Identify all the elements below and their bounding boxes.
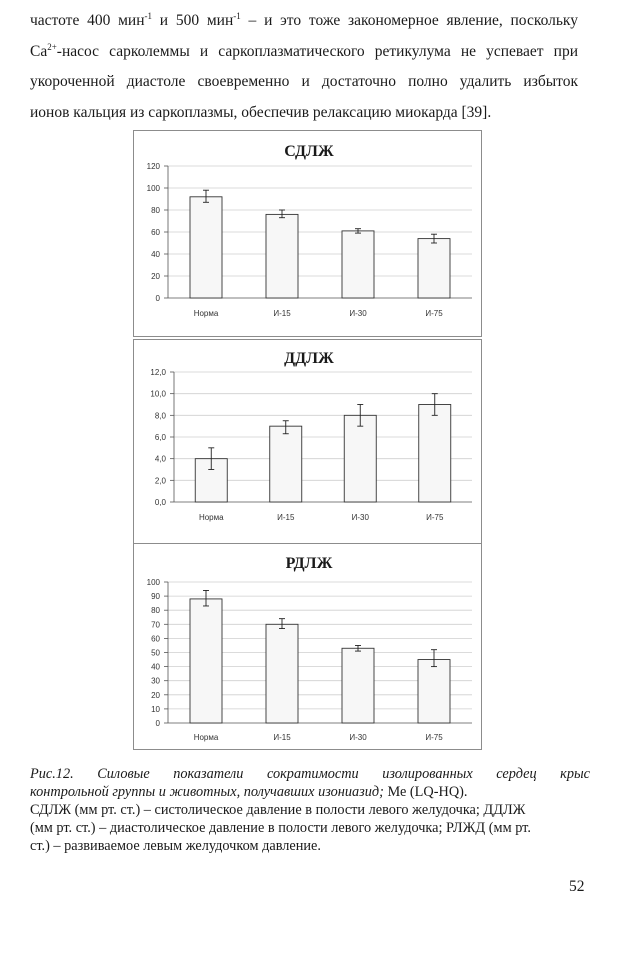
y-tick-label: 100 xyxy=(146,578,160,587)
caption-line-3: СДЛЖ (мм рт. ст.) – систолическое давление в полости левого желудочка; ДДЛЖ xyxy=(30,802,526,818)
caption-line-4: (мм рт. ст.) – диастолическое давление в полости левого желудочка; РЛЖД (мм рт. xyxy=(30,820,531,836)
page-number: 52 xyxy=(569,878,585,895)
x-tick-label: Норма xyxy=(193,733,219,742)
y-tick-label: 30 xyxy=(151,676,160,686)
x-tick-label: И-75 xyxy=(425,733,443,742)
y-tick-label: 4,0 xyxy=(154,454,166,464)
y-tick-label: 10 xyxy=(151,704,160,714)
figure-caption xyxy=(30,765,590,855)
caption-line-1: Рис.12. Силовые показатели сократимости изолированных сердец крыс xyxy=(30,766,590,782)
bar-ddlzh-2 xyxy=(270,426,302,502)
bar-sdlzh-1 xyxy=(190,197,222,298)
y-tick-label: 60 xyxy=(151,634,160,644)
y-tick-label: 8,0 xyxy=(154,411,166,421)
y-tick-label: 20 xyxy=(151,272,160,281)
y-tick-label: 120 xyxy=(146,162,160,171)
caption-line-2: контрольной группы и животных, получавших изониазид; Ме (LQ-HQ). xyxy=(30,784,468,800)
chart-sdlzh xyxy=(133,130,482,337)
x-tick-label: И-30 xyxy=(349,309,367,318)
bar-ddlzh-3 xyxy=(344,415,376,502)
paragraph-line-1: частоте 400 мин$^{-1}$ и 500 мин$^{-1}$ – и это тоже закономерное явление, поскольку xyxy=(30,10,578,29)
chart-rdlzh-plot xyxy=(134,544,481,749)
y-tick-label: 100 xyxy=(146,184,160,193)
y-tick-label: 2,0 xyxy=(154,476,166,486)
bar-rdlzh-1 xyxy=(190,599,222,723)
x-tick-label: И-30 xyxy=(349,733,367,742)
y-tick-label: 20 xyxy=(151,690,160,700)
x-tick-label: И-75 xyxy=(425,309,443,318)
y-tick-label: 0 xyxy=(155,294,160,303)
x-tick-label: И-30 xyxy=(351,513,369,522)
y-tick-label: 50 xyxy=(151,648,160,658)
y-tick-label: 40 xyxy=(151,250,160,259)
body-paragraph xyxy=(30,6,578,128)
bar-sdlzh-4 xyxy=(418,239,450,298)
y-tick-label: 0,0 xyxy=(154,498,166,507)
x-tick-label: Норма xyxy=(193,309,219,318)
y-tick-label: 0 xyxy=(155,719,160,728)
bar-rdlzh-2 xyxy=(266,624,298,723)
chart-rdlzh xyxy=(133,543,482,750)
chart-title-sdlzh: СДЛЖ xyxy=(284,143,334,160)
y-tick-label: 12,0 xyxy=(150,368,166,377)
caption-line-5: ст.) – развиваемое левым желудочком давление. xyxy=(30,838,321,854)
x-tick-label: Норма xyxy=(198,513,224,522)
x-tick-label: И-15 xyxy=(277,513,295,522)
y-tick-label: 90 xyxy=(151,592,160,602)
bar-sdlzh-3 xyxy=(342,231,374,298)
bar-rdlzh-4 xyxy=(418,660,450,723)
y-tick-label: 40 xyxy=(151,662,160,672)
x-tick-label: И-15 xyxy=(273,309,291,318)
paragraph-line-2: $Ca^{2+}$-насос сарколеммы и саркоплазматического ретикулума не успевает при xyxy=(30,41,578,60)
x-tick-label: И-75 xyxy=(426,513,444,522)
y-tick-label: 60 xyxy=(151,228,160,237)
chart-title-ddlzh: ДДЛЖ xyxy=(284,350,334,367)
paragraph-line-4: ионов кальция из саркоплазмы, обеспечив релаксацию миокарда [39]. xyxy=(30,103,492,121)
y-tick-label: 10,0 xyxy=(150,389,166,399)
chart-sdlzh-plot xyxy=(134,131,481,336)
bar-ddlzh-4 xyxy=(419,405,451,503)
chart-ddlzh xyxy=(133,339,482,546)
y-tick-label: 70 xyxy=(151,620,160,630)
x-tick-label: И-15 xyxy=(273,733,291,742)
y-tick-label: 6,0 xyxy=(154,433,166,442)
chart-ddlzh-plot xyxy=(134,340,481,545)
paragraph-line-3: укороченной диастоле своевременно и достаточно полно удалить избыток xyxy=(30,73,578,90)
y-tick-label: 80 xyxy=(151,606,160,616)
bar-sdlzh-2 xyxy=(266,214,298,298)
figure-label: Рис.12. xyxy=(30,766,74,782)
y-tick-label: 80 xyxy=(151,206,160,215)
chart-title-rdlzh: РДЛЖ xyxy=(285,555,333,572)
bar-rdlzh-3 xyxy=(342,648,374,723)
